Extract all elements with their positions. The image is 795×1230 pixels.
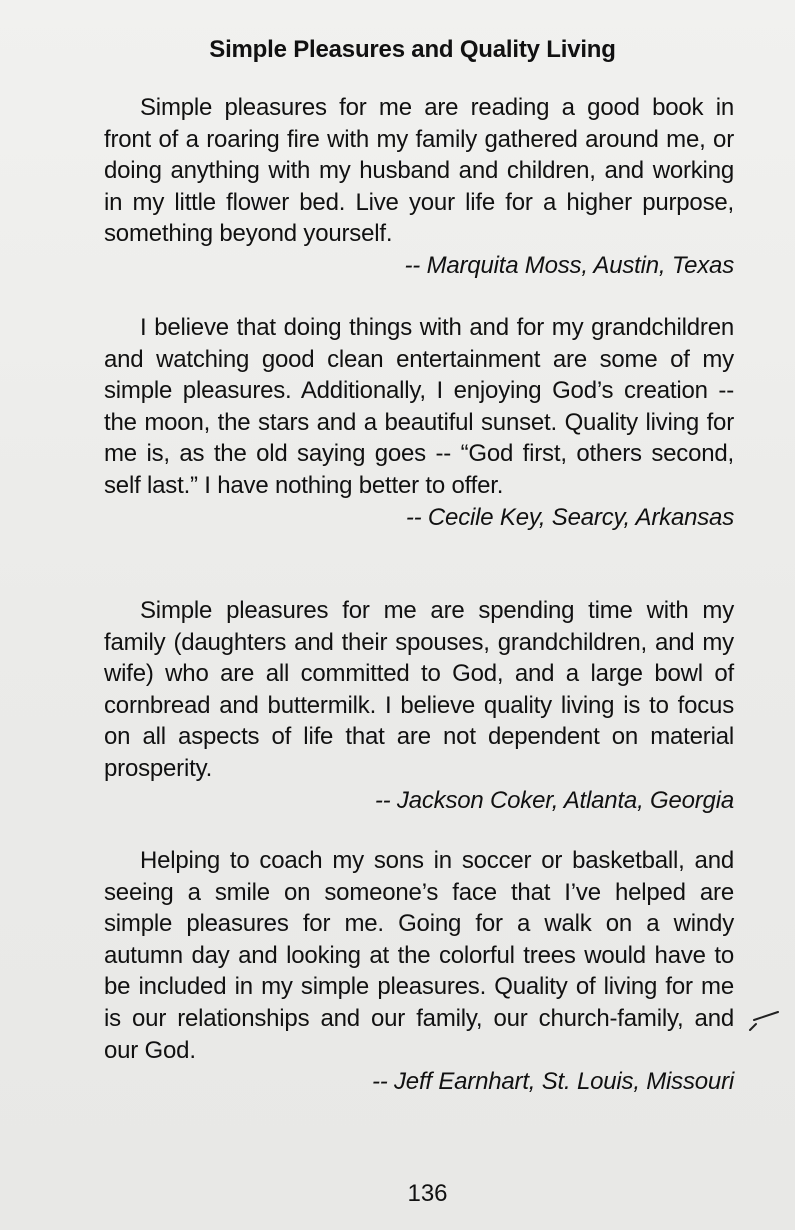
quote-attribution: -- Marquita Moss, Austin, Texas: [404, 251, 734, 279]
page-number: 136: [407, 1180, 448, 1207]
quote-entry: [104, 312, 734, 533]
page-title: Simple Pleasures and Quality Living: [209, 36, 616, 63]
quote-text: I believe that doing things with and for my grandchildren and watching good clean entertainment are some of my simple pleasures. Additionally, I enjoying God’s creation -- the moon, the stars and a beautiful sunset. Quality living for me is, as the old saying goes -- “God first, others second, self last.” I have nothing better to offer.: [104, 314, 734, 499]
quote-attribution: -- Jeff Earnhart, St. Louis, Missouri: [371, 1068, 734, 1096]
quote-text: Simple pleasures for me are spending time with my family (daughters and their spouses, grandchildren, and my wife) who are all committed to God, and a large bowl of cornbread and buttermilk. I believe quality living is to focus on all aspects of life that are not dependent on material prosperity.: [104, 597, 734, 782]
quote-entry: [104, 595, 734, 816]
quote-attribution: -- Jackson Coker, Atlanta, Georgia: [374, 786, 734, 814]
pencil-mark-icon: [748, 1010, 780, 1034]
quote-entry: [104, 92, 734, 282]
quote-text: Helping to coach my sons in soccer or basketball, and seeing a smile on someone’s face that I’ve helped are simple pleasures for me. Going for a walk on a windy autumn day and looking at the colorful trees would have to be included in my simple pleasures. Quality of living for me is our relationships and our family, our church-family, and our God.: [104, 847, 734, 1064]
quote-text: Simple pleasures for me are reading a good book in front of a roaring fire with my family gathered around me, or doing anything with my husband and children, and working in my little flower bed. Live your life for a higher purpose, something beyond yourself.: [104, 94, 734, 248]
quote-entry: [104, 845, 734, 1098]
quote-attribution: -- Cecile Key, Searcy, Arkansas: [405, 503, 734, 531]
